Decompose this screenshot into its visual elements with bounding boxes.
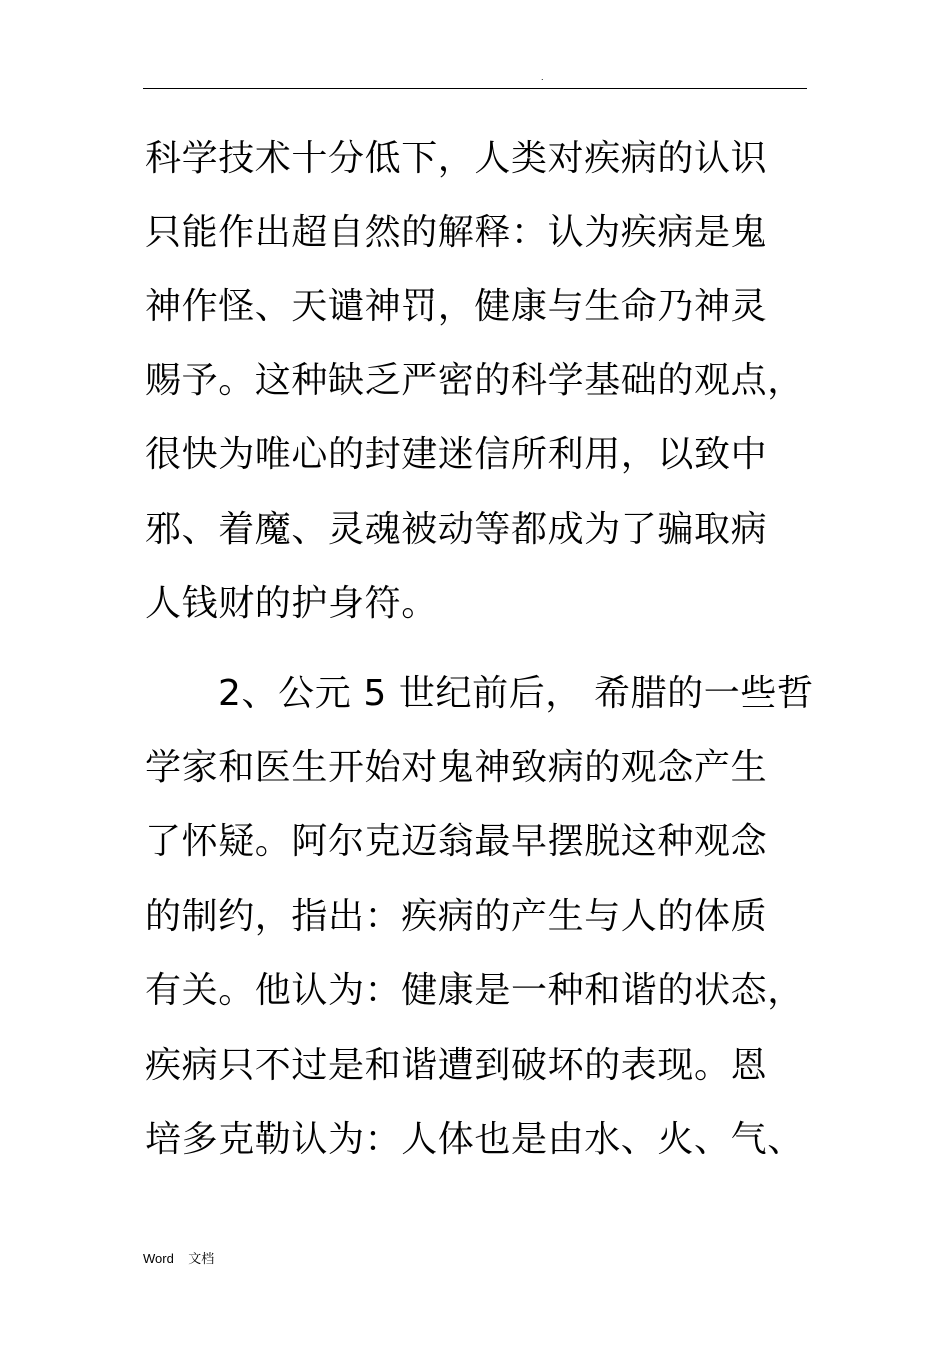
text-line: 培多克勒认为：人体也是由水、火、气、 <box>145 1119 804 1160</box>
text-line: 只能作出超自然的解释：认为疾病是鬼 <box>145 212 768 253</box>
text-line: 神作怪、天谴神罚，健康与生命乃神灵 <box>145 286 768 327</box>
text-line: 科学技术十分低下，人类对疾病的认识 <box>145 138 768 179</box>
text-line: 疾病只不过是和谐遭到破坏的表现。恩 <box>145 1045 768 1086</box>
text-line: 了怀疑。阿尔克迈翁最早摆脱这种观念 <box>145 821 768 862</box>
text-line: 赐予。这种缺乏严密的科学基础的观点， <box>145 360 804 401</box>
text-line: 学家和医生开始对鬼神致病的观念产生 <box>145 747 768 788</box>
text-line: 有关。他认为：健康是一种和谐的状态， <box>145 970 804 1011</box>
text-line: 人钱财的护身符。 <box>145 583 438 624</box>
text-line: 的制约，指出：疾病的产生与人的体质 <box>145 896 768 937</box>
text-line: 2、公元 5 世纪前后， 希腊的一些哲 <box>218 673 814 714</box>
footer-label: Word 文档 <box>143 1251 215 1266</box>
header-mark: . <box>541 72 544 82</box>
text-line: 邪、着魔、灵魂被动等都成为了骗取病 <box>145 509 768 550</box>
text-line: 很快为唯心的封建迷信所利用，以致中 <box>145 434 768 475</box>
